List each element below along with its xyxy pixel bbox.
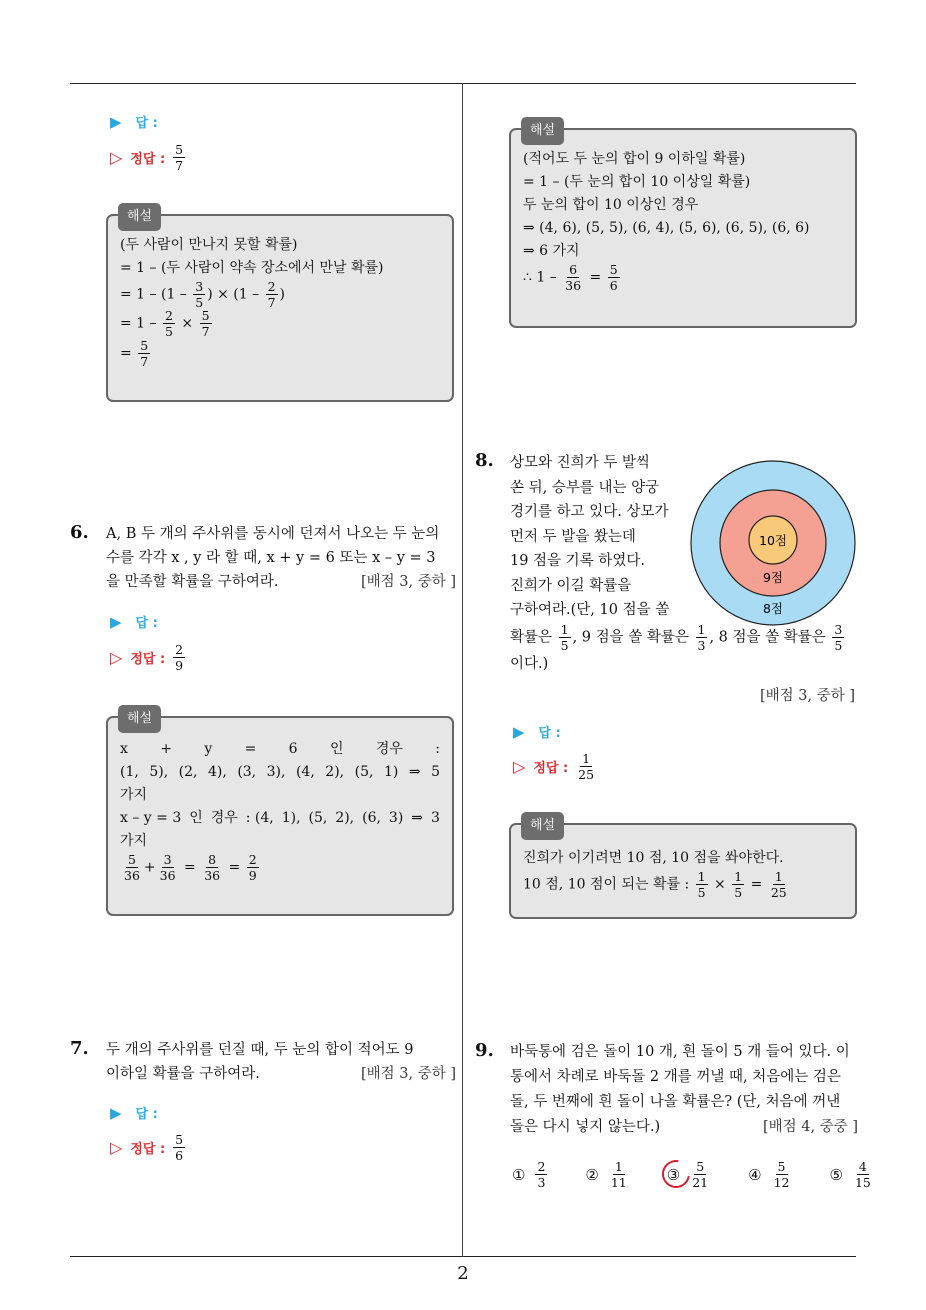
target-inner-label: 10점: [759, 533, 787, 548]
q7-exp-frac1: [563, 263, 583, 292]
word: 5),: [149, 764, 169, 780]
q8-meta: [배점 3, 중하 ]: [760, 688, 856, 704]
fraction-numerator: 1: [697, 869, 706, 884]
choice-1-fraction: [535, 1160, 547, 1189]
word: y: [204, 741, 213, 757]
choice-number-2: ②: [585, 1165, 599, 1184]
q9-text-line4-row: [510, 1115, 858, 1140]
fraction-denominator: 7: [140, 353, 149, 369]
play-triangle-icon: ▶: [513, 722, 525, 741]
play-triangle-icon: ▶: [110, 612, 122, 631]
q8-exp-line1: 진희가 이기려면 10 점, 10 점을 쏴야한다.: [523, 850, 784, 866]
q5-explanation-box: [106, 209, 454, 402]
fraction-denominator: 12: [773, 1175, 790, 1191]
text-line: 진희가 이길 확률을: [510, 577, 632, 594]
word: 인: [189, 810, 203, 826]
correct-answer-label: 정답 :: [533, 761, 569, 777]
outline-triangle-icon: ▷: [110, 148, 123, 168]
q9-choice-5[interactable]: [829, 1160, 874, 1189]
q5-exp-line4-a: = 1 –: [120, 315, 157, 332]
choice-number-5: ⑤: [829, 1165, 843, 1184]
q7-exp-line1: (적어도 두 눈의 합이 9 이하일 확률): [523, 151, 746, 167]
q6-number: 6.: [70, 522, 89, 543]
q8-exp-line2: [523, 870, 843, 899]
column-divider: [462, 83, 463, 1257]
q9-choice-4[interactable]: [748, 1160, 793, 1189]
fraction-numerator: 8: [208, 852, 217, 867]
choice-5-fraction: [853, 1160, 873, 1189]
text-line: 상모와 진희가 두 발씩: [510, 455, 650, 471]
q5-exp-line4: [120, 309, 440, 338]
fraction-numerator: 1: [582, 751, 591, 766]
correct-answer-label: 정답 :: [130, 652, 166, 668]
q6-exp-line6: [120, 853, 440, 882]
choice-3-fraction: [690, 1160, 710, 1189]
word: (3,: [237, 764, 257, 780]
q8-exp-line2-a: 10 점, 10 점이 되는 확률 :: [523, 876, 690, 893]
q5-exp-line5: [120, 339, 440, 368]
q7-text: [106, 1038, 456, 1086]
q9-text-line3: 돌, 두 번째에 흰 돌이 나올 확률은? (단, 처음에 꺼낸: [510, 1094, 841, 1110]
q8-text-last: [510, 623, 860, 652]
word: (6,: [362, 810, 381, 826]
q7-correct-row: [110, 1133, 187, 1162]
fraction-numerator: 1: [774, 869, 783, 884]
q5-answer-row: [110, 112, 158, 131]
fraction-numerator: 5: [175, 1132, 184, 1147]
word: 1): [383, 764, 399, 780]
word: x – y = 3: [120, 810, 182, 826]
q9-number: 9.: [475, 1040, 494, 1061]
q7-exp-line4: ⇒ (4, 6), (5, 5), (6, 4), (5, 6), (6, 5), (6, 6): [523, 220, 810, 236]
word: 인: [329, 741, 344, 757]
q8-text-frac2: [696, 623, 708, 652]
fraction-denominator: 3: [537, 1175, 546, 1191]
fraction-denominator: 7: [201, 324, 210, 340]
word: 2),: [325, 764, 345, 780]
q5-answer-fraction: [173, 143, 185, 172]
fraction-denominator: 21: [692, 1175, 709, 1191]
q7-exp-line2: = 1 – (두 눈의 합이 10 이상일 확률): [523, 174, 751, 190]
archery-target: [690, 460, 856, 626]
word: (2,: [178, 764, 198, 780]
q9-text-line1: 바둑통에 검은 돌이 10 개, 흰 돌이 5 개 들어 있다. 이: [510, 1044, 850, 1060]
q9-meta: [배점 4, 중중 ]: [762, 1119, 858, 1135]
fraction-numerator: 1: [734, 869, 743, 884]
q5-exp-line3-frac2: [266, 280, 278, 309]
word: 경우: [375, 741, 403, 757]
q8-exp-frac3: [769, 870, 789, 899]
fraction-numerator: 4: [858, 1159, 867, 1174]
choice-number-4: ④: [748, 1165, 762, 1184]
fraction-denominator: 3: [697, 637, 706, 653]
q6-exp-frac1: [122, 853, 142, 882]
q7-exp-line5: ⇒ 6 가지: [523, 243, 580, 259]
fraction-numerator: 5: [201, 308, 210, 324]
text-line: 경기를 하고 있다. 상모가: [510, 504, 669, 520]
word: : (4,: [245, 810, 274, 826]
word: (4,: [295, 764, 315, 780]
fraction-denominator: 5: [734, 885, 743, 901]
outline-triangle-icon: ▷: [513, 757, 526, 777]
q8-exp-line2-b: ×: [714, 876, 726, 893]
q5-exp-line5-frac: [138, 339, 150, 368]
explanation-tag: 해설: [118, 705, 161, 733]
fraction-denominator: 36: [159, 868, 176, 884]
q7-text-line1: 두 개의 주사위를 던질 때, 두 눈의 합이 적어도 9: [106, 1042, 414, 1058]
q6-exp-op2: =: [184, 859, 196, 876]
fraction-numerator: 2: [267, 279, 276, 294]
q8-answer-fraction: [576, 752, 596, 781]
answer-label: 답 :: [135, 616, 158, 631]
word: +: [160, 741, 172, 757]
fraction-denominator: 11: [610, 1175, 627, 1191]
q5-correct-row: [110, 143, 187, 172]
q5-exp-line4-frac1: [163, 309, 175, 338]
fraction-numerator: 2: [537, 1159, 546, 1174]
q9-choice-3[interactable]: [667, 1160, 712, 1189]
answer-label: 답 :: [538, 726, 561, 741]
q5-exp-line3-c: ): [279, 286, 286, 303]
q7-meta: [배점 3, 중하 ]: [360, 1066, 456, 1082]
q6-text-line1: A, B 두 개의 주사위를 동시에 던져서 나오는 두 눈의: [106, 526, 440, 542]
q7-exp-line6: [523, 263, 843, 292]
q5-exp-line3-frac1: [193, 280, 205, 309]
q6-explanation-box: [106, 711, 454, 916]
fraction-numerator: 2: [248, 852, 257, 867]
q6-exp-frac2: [158, 853, 178, 882]
fraction-denominator: 9: [248, 868, 257, 884]
q8-text-frac1: [559, 623, 571, 652]
fraction-numerator: 5: [175, 142, 184, 157]
q6-exp-line3: 가지: [120, 787, 148, 803]
q6-exp-frac4: [247, 853, 259, 882]
q8-text-last-b: , 9 점을 쏠 확률은: [572, 629, 689, 646]
q8-answer-row: [513, 722, 561, 741]
word: ⇒: [411, 810, 423, 826]
fraction-denominator: 5: [165, 324, 173, 340]
word: 1),: [281, 810, 301, 826]
word: 5: [431, 764, 440, 780]
q5-exp-line3-a: = 1 – (1 –: [120, 286, 187, 303]
q7-number: 7.: [70, 1038, 89, 1059]
q8-explanation-box: [509, 818, 857, 919]
answer-label: 답 :: [135, 1107, 158, 1122]
q9-text: [510, 1040, 858, 1140]
fraction-numerator: 5: [777, 1159, 786, 1174]
fraction-denominator: 5: [697, 885, 706, 901]
fraction-numerator: 3: [163, 852, 172, 867]
choice-2-fraction: [609, 1160, 629, 1189]
fraction-denominator: 5: [834, 637, 843, 653]
q8-correct-row: [513, 752, 598, 781]
fraction-numerator: 3: [195, 279, 204, 294]
word: 3: [430, 810, 440, 826]
word: 경우: [210, 810, 238, 826]
text-line: 쏜 뒤, 승부를 내는 양궁: [510, 479, 660, 496]
q6-exp-op1: +: [143, 859, 156, 876]
q9-choices: [512, 1160, 911, 1189]
fraction-denominator: 25: [770, 885, 787, 901]
page-number: 2: [457, 1263, 469, 1284]
outline-triangle-icon: ▷: [110, 648, 123, 668]
fraction-numerator: 5: [140, 337, 149, 353]
fraction-numerator: 1: [560, 621, 569, 637]
word: ⇒: [408, 764, 421, 780]
q5-exp-line3: [120, 280, 440, 309]
fraction-numerator: 2: [165, 308, 173, 324]
q8-text-end: 이다.): [510, 655, 549, 672]
fraction-denominator: 9: [175, 658, 184, 674]
fraction-numerator: 3: [834, 621, 843, 637]
q5-exp-line5-a: =: [120, 345, 132, 362]
q6-answer-fraction: [173, 643, 185, 672]
play-triangle-icon: ▶: [110, 112, 122, 131]
q5-exp-line2: = 1 – (두 사람이 약속 장소에서 만날 확률): [120, 260, 384, 276]
fraction-denominator: 5: [195, 295, 204, 311]
q8-text-frac3: [832, 623, 844, 652]
q9-text-line4: 돌은 다시 넣지 않는다.): [510, 1119, 661, 1135]
q6-correct-row: [110, 643, 187, 672]
q7-answer-row: [110, 1103, 158, 1122]
answer-label: 답 :: [135, 116, 158, 131]
top-rule: [70, 83, 856, 84]
word: (1,: [120, 764, 139, 780]
word: :: [435, 741, 440, 757]
fraction-denominator: 36: [124, 868, 140, 884]
q8-text-last-c: , 8 점을 쏠 확률은: [709, 629, 826, 646]
word: (5,: [308, 810, 328, 826]
q9-text-line2: 통에서 차례로 바둑돌 2 개를 꺼낼 때, 처음에는 검은: [510, 1069, 841, 1085]
q6-text-line2: 수를 각각 x , y 라 할 때, x + y = 6 또는 x – y = 3: [106, 550, 436, 566]
word: 2),: [335, 810, 355, 826]
q6-exp-line4: [120, 807, 440, 830]
q5-exp-line1: (두 사람이 만나지 못할 확률): [120, 237, 298, 253]
fraction-numerator: 1: [614, 1159, 623, 1174]
choice-number-3: ③: [666, 1165, 681, 1184]
fraction-denominator: 36: [565, 278, 582, 294]
target-middle-label: 9점: [762, 570, 784, 585]
word: (5,: [354, 764, 374, 780]
q6-exp-line5: 가지: [120, 833, 148, 849]
q7-text-line2-row: [106, 1062, 456, 1086]
word: 3): [388, 810, 404, 826]
q5-exp-line4-frac2: [200, 309, 212, 338]
bottom-rule: [70, 1256, 856, 1257]
correct-answer-label: 정답 :: [130, 152, 166, 168]
q6-exp-op3: =: [228, 859, 241, 876]
choice-number-1: ①: [512, 1165, 526, 1184]
q7-answer-fraction: [173, 1133, 185, 1162]
q7-exp-line6-a: ∴ 1 –: [523, 269, 557, 286]
correct-answer-label: 정답 :: [130, 1142, 166, 1158]
q6-exp-line1: [120, 738, 440, 761]
fraction-denominator: 7: [175, 158, 184, 174]
q9-choice-1[interactable]: [512, 1160, 549, 1189]
q8-text-last-a: 확률은: [510, 629, 553, 646]
q8-exp-frac1: [696, 870, 708, 899]
q8-number: 8.: [475, 450, 494, 471]
q6-answer-row: [110, 612, 158, 631]
text-line: 19 점을 기록 하였다.: [510, 553, 645, 569]
fraction-numerator: 5: [609, 262, 618, 277]
q7-exp-line6-b: =: [589, 269, 602, 286]
q7-explanation-box: [509, 123, 857, 328]
word: x: [120, 741, 128, 757]
q7-exp-frac2: [608, 263, 620, 292]
q6-exp-line2: [120, 761, 440, 784]
text-line: 먼저 두 발을 쐈는데: [510, 528, 636, 545]
text-line: 구하여라.(단, 10 점을 쏠: [510, 602, 670, 618]
explanation-tag: 해설: [521, 812, 564, 840]
fraction-denominator: 36: [204, 868, 221, 884]
choice-4-fraction: [772, 1160, 792, 1189]
outline-triangle-icon: ▷: [110, 1138, 123, 1158]
fraction-numerator: 1: [697, 621, 706, 637]
fraction-numerator: 5: [127, 852, 136, 867]
q6-text-line3: 을 만족할 확률을 구하여라.: [106, 574, 279, 590]
word: 6: [288, 741, 298, 757]
q5-exp-line4-b: ×: [181, 315, 194, 332]
q8-exp-frac2: [732, 870, 744, 899]
q7-exp-line3: 두 눈의 합이 10 이상인 경우: [523, 197, 699, 213]
word: 3),: [266, 764, 286, 780]
q7-text-line2: 이하일 확률을 구하여라.: [106, 1066, 260, 1082]
q8-exp-line2-c: =: [750, 876, 763, 893]
q6-meta: [배점 3, 중하 ]: [360, 574, 456, 590]
fraction-numerator: 6: [569, 262, 578, 277]
fraction-denominator: 7: [267, 295, 276, 311]
fraction-denominator: 6: [609, 278, 618, 294]
explanation-tag: 해설: [521, 117, 564, 145]
fraction-denominator: 6: [175, 1148, 184, 1164]
explanation-tag: 해설: [118, 203, 161, 231]
q6-exp-frac3: [202, 853, 222, 882]
word: 4),: [207, 764, 227, 780]
play-triangle-icon: ▶: [110, 1103, 122, 1122]
q5-exp-line3-b: ) × (1 –: [207, 286, 260, 303]
word: =: [244, 741, 257, 757]
fraction-denominator: 15: [854, 1175, 871, 1191]
fraction-numerator: 2: [175, 642, 184, 657]
q9-choice-2[interactable]: [585, 1160, 630, 1189]
q6-text: [106, 522, 456, 594]
fraction-numerator: 5: [696, 1159, 705, 1174]
q6-text-line3-row: [106, 570, 456, 594]
target-outer-label: 8점: [762, 601, 784, 616]
fraction-denominator: 25: [578, 767, 595, 783]
fraction-denominator: 5: [560, 637, 569, 653]
